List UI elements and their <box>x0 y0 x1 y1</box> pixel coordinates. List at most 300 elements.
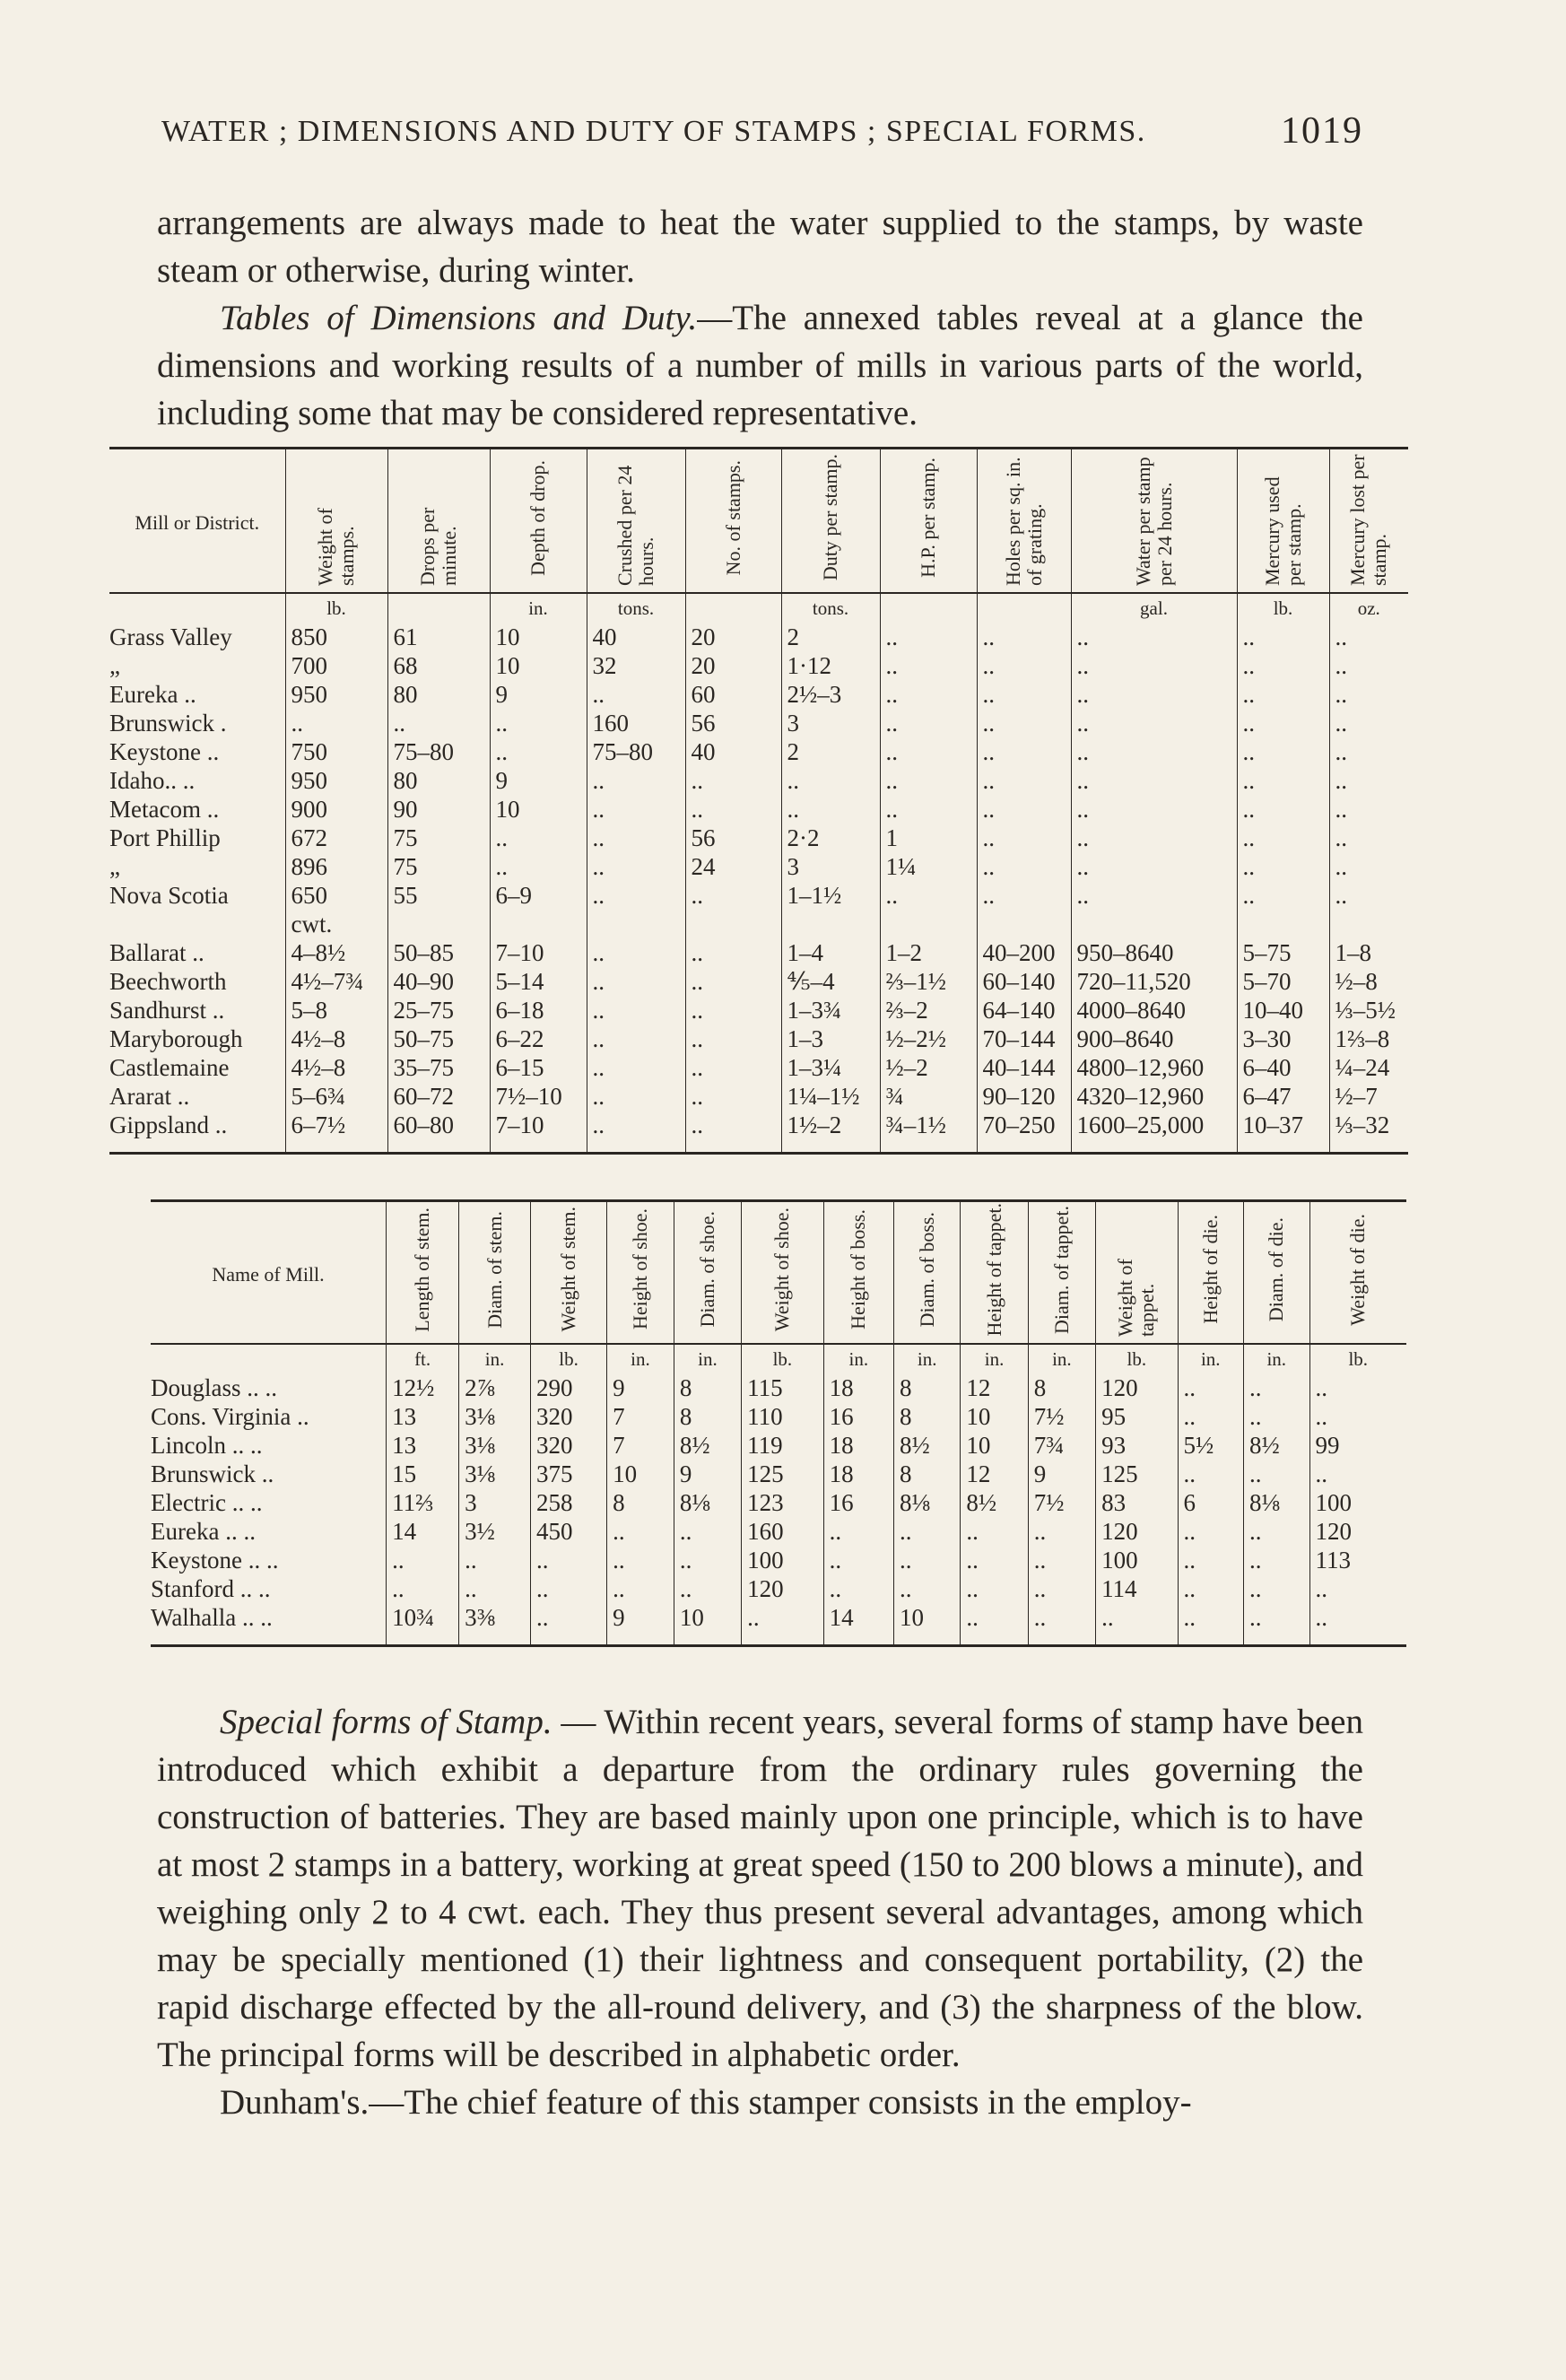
value-cell <box>1071 910 1237 938</box>
value-cell: .. <box>587 967 685 996</box>
value-cell: 3½ <box>459 1517 531 1546</box>
value-cell: 7½ <box>1028 1488 1095 1517</box>
unit-cell: in. <box>674 1344 741 1373</box>
value-cell: 1¼ <box>880 852 977 881</box>
value-cell: 2½–3 <box>781 680 880 709</box>
column-header <box>1096 1201 1178 1345</box>
column-header <box>1244 1201 1310 1345</box>
value-cell: 10 <box>674 1603 741 1646</box>
value-cell: .. <box>894 1517 961 1546</box>
value-cell: 20 <box>685 623 781 651</box>
value-cell: .. <box>387 1546 459 1574</box>
unit-cell: in. <box>1028 1344 1095 1373</box>
value-cell: 8 <box>607 1488 674 1517</box>
value-cell <box>781 910 880 938</box>
units-row <box>151 1344 1406 1373</box>
value-cell: 119 <box>742 1431 823 1460</box>
value-cell: 8 <box>1028 1373 1095 1402</box>
unit-cell: in. <box>894 1344 961 1373</box>
table-row <box>151 1431 1406 1460</box>
value-cell: 3 <box>781 852 880 881</box>
value-cell: 75 <box>387 824 490 852</box>
column-header-label: Drops per minute. <box>416 507 460 586</box>
table-row <box>109 623 1408 651</box>
value-cell: 90–120 <box>977 1082 1071 1111</box>
value-cell: 4–8½ <box>285 938 387 967</box>
unit-cell: in. <box>1244 1344 1310 1373</box>
value-cell: 10¾ <box>387 1603 459 1646</box>
mill-name-cell: Idaho.. .. <box>109 767 196 794</box>
value-cell: .. <box>880 881 977 910</box>
column-header-label: Diam. of shoe. <box>695 1211 718 1328</box>
value-cell: .. <box>880 766 977 795</box>
mill-name-cell: „ <box>109 853 120 880</box>
value-cell: .. <box>387 709 490 737</box>
value-cell: 7 <box>607 1431 674 1460</box>
value-cell: 7½ <box>1028 1402 1095 1431</box>
value-cell: .. <box>1178 1373 1244 1402</box>
column-header <box>961 1201 1028 1345</box>
mill-name-cell: Port Phillip <box>109 824 221 851</box>
value-cell: 8½ <box>961 1488 1028 1517</box>
dunham-paragraph: Dunham's.—The chief feature of this stamper consists in the employ- <box>220 2083 1192 2122</box>
value-cell: 160 <box>587 709 685 737</box>
value-cell: 4½–7¾ <box>285 967 387 996</box>
value-cell <box>880 910 977 938</box>
value-cell: 1–2 <box>880 938 977 967</box>
value-cell: .. <box>977 709 1071 737</box>
value-cell: .. <box>1244 1402 1310 1431</box>
value-cell: 15 <box>387 1460 459 1488</box>
column-header-label: No. of stamps. <box>721 459 744 576</box>
value-cell: .. <box>880 709 977 737</box>
column-header-label: Weight of stem. <box>557 1207 580 1332</box>
table-row <box>151 1488 1406 1517</box>
value-cell: .. <box>1329 680 1408 709</box>
column-header-label: Height of boss. <box>847 1209 870 1329</box>
value-cell: .. <box>880 795 977 824</box>
column-header-label: Water per stamp per 24 hours. <box>1131 457 1176 586</box>
value-cell: .. <box>1071 795 1237 824</box>
value-cell: 1½–2 <box>781 1111 880 1154</box>
table-row <box>151 1373 1406 1402</box>
value-cell: 60–140 <box>977 967 1071 996</box>
value-cell: 950 <box>285 680 387 709</box>
value-cell: 16 <box>823 1402 893 1431</box>
value-cell: 1–1½ <box>781 881 880 910</box>
value-cell: 120 <box>742 1574 823 1603</box>
value-cell: .. <box>961 1517 1028 1546</box>
value-cell: .. <box>285 709 387 737</box>
value-cell: 700 <box>285 651 387 680</box>
value-cell: .. <box>1309 1603 1406 1646</box>
value-cell: 7½–10 <box>490 1082 587 1111</box>
table-row <box>151 1603 1406 1646</box>
table-row <box>109 1082 1408 1111</box>
value-cell: 7 <box>607 1402 674 1431</box>
column-header-label: Crushed per 24 hours. <box>613 465 657 586</box>
value-cell: 1600–25,000 <box>1071 1111 1237 1154</box>
value-cell: 10 <box>490 651 587 680</box>
value-cell: .. <box>1329 852 1408 881</box>
value-cell: 120 <box>1096 1517 1178 1546</box>
value-cell: 8½ <box>1244 1431 1310 1460</box>
value-cell: 10–40 <box>1237 996 1329 1024</box>
value-cell: 125 <box>1096 1460 1178 1488</box>
column-header <box>1309 1201 1406 1345</box>
value-cell: .. <box>685 1082 781 1111</box>
value-cell: .. <box>587 938 685 967</box>
value-cell: .. <box>674 1574 741 1603</box>
mill-name-cell: Stanford .. .. <box>151 1575 271 1602</box>
value-cell: 3⅛ <box>459 1431 531 1460</box>
value-cell: 12 <box>961 1373 1028 1402</box>
mill-name-cell: Metacom .. <box>109 796 220 823</box>
column-header-label: Depth of drop. <box>526 459 549 576</box>
value-cell: .. <box>1244 1517 1310 1546</box>
value-cell: 1–3 <box>781 1024 880 1053</box>
value-cell: 950 <box>285 766 387 795</box>
page-number: 1019 <box>1281 110 1363 152</box>
column-header <box>674 1201 741 1345</box>
value-cell: .. <box>1244 1373 1310 1402</box>
unit-cell: in. <box>607 1344 674 1373</box>
value-cell: 110 <box>742 1402 823 1431</box>
column-header-label: Weight of tappet. <box>1114 1259 1159 1337</box>
column-header-label: Duty per stamp. <box>819 454 841 581</box>
mill-name-cell: Lincoln .. .. <box>151 1432 263 1459</box>
value-cell: 50–85 <box>387 938 490 967</box>
value-cell: .. <box>587 766 685 795</box>
value-cell: 35–75 <box>387 1053 490 1082</box>
value-cell: 10 <box>490 623 587 651</box>
value-cell: .. <box>1178 1574 1244 1603</box>
value-cell: .. <box>823 1574 893 1603</box>
value-cell: 3⅛ <box>459 1402 531 1431</box>
column-header-label: Name of Mill. <box>212 1262 325 1286</box>
value-cell: 11⅔ <box>387 1488 459 1517</box>
value-cell: .. <box>1309 1402 1406 1431</box>
mill-name-cell: „ <box>109 652 120 679</box>
mill-name-cell: Electric .. .. <box>151 1489 263 1516</box>
column-header-label: Height of shoe. <box>628 1208 651 1330</box>
unit-cell <box>880 593 977 623</box>
mill-name-cell: Ararat .. <box>109 1083 190 1110</box>
value-cell: 8⅛ <box>1244 1488 1310 1517</box>
value-cell: .. <box>685 938 781 967</box>
value-cell: .. <box>490 824 587 852</box>
value-cell: 3 <box>459 1488 531 1517</box>
value-cell: 8 <box>894 1402 961 1431</box>
value-cell: .. <box>587 680 685 709</box>
value-cell <box>1329 910 1408 938</box>
value-cell: .. <box>1237 737 1329 766</box>
value-cell: .. <box>1071 881 1237 910</box>
value-cell: 896 <box>285 852 387 881</box>
value-cell: 100 <box>1096 1546 1178 1574</box>
value-cell: .. <box>1237 709 1329 737</box>
value-cell: 10 <box>607 1460 674 1488</box>
value-cell: 6–40 <box>1237 1053 1329 1082</box>
value-cell: ¼–24 <box>1329 1053 1408 1082</box>
value-cell: 9 <box>1028 1460 1095 1488</box>
value-cell: 5½ <box>1178 1431 1244 1460</box>
value-cell: .. <box>459 1574 531 1603</box>
unit-cell: in. <box>961 1344 1028 1373</box>
value-cell: 3⅜ <box>459 1603 531 1646</box>
value-cell: 83 <box>1096 1488 1178 1517</box>
value-cell: .. <box>1071 651 1237 680</box>
value-cell: .. <box>977 680 1071 709</box>
value-cell: .. <box>531 1546 607 1574</box>
header-row <box>109 449 1408 594</box>
value-cell: 99 <box>1309 1431 1406 1460</box>
value-cell: 6–15 <box>490 1053 587 1082</box>
value-cell: .. <box>490 737 587 766</box>
value-cell: .. <box>685 795 781 824</box>
mill-name-cell: Nova Scotia <box>109 882 229 909</box>
value-cell: .. <box>977 795 1071 824</box>
value-cell: ¾–1½ <box>880 1111 977 1154</box>
table-row <box>109 737 1408 766</box>
value-cell: .. <box>685 1024 781 1053</box>
value-cell: .. <box>587 881 685 910</box>
value-cell <box>490 910 587 938</box>
value-cell: 14 <box>387 1517 459 1546</box>
value-cell: .. <box>1071 852 1237 881</box>
value-cell: 900–8640 <box>1071 1024 1237 1053</box>
value-cell: cwt. <box>285 910 387 938</box>
mill-name-cell: Maryborough <box>109 1025 243 1052</box>
value-cell: .. <box>977 737 1071 766</box>
column-header <box>880 449 977 594</box>
mill-name-cell: Douglass .. .. <box>151 1374 277 1401</box>
mill-name-cell: Cons. Virginia .. <box>151 1403 309 1430</box>
unit-cell: in. <box>1178 1344 1244 1373</box>
value-cell: .. <box>894 1546 961 1574</box>
table-row <box>151 1402 1406 1431</box>
value-cell: ½–8 <box>1329 967 1408 996</box>
value-cell: ½–2 <box>880 1053 977 1082</box>
unit-cell <box>151 1344 387 1373</box>
table-row <box>109 651 1408 680</box>
value-cell: .. <box>607 1574 674 1603</box>
value-cell: 100 <box>742 1546 823 1574</box>
table-row <box>109 967 1408 996</box>
value-cell: 13 <box>387 1402 459 1431</box>
value-cell: 114 <box>1096 1574 1178 1603</box>
mill-name-cell: Brunswick . <box>109 710 227 737</box>
value-cell: 32 <box>587 651 685 680</box>
value-cell: .. <box>1237 852 1329 881</box>
dimensions-duty-table-1 <box>109 447 1408 1155</box>
units-row <box>109 593 1408 623</box>
value-cell: .. <box>674 1517 741 1546</box>
column-header <box>459 1201 531 1345</box>
value-cell: .. <box>781 766 880 795</box>
value-cell: 5–75 <box>1237 938 1329 967</box>
value-cell: 320 <box>531 1431 607 1460</box>
value-cell: .. <box>1237 881 1329 910</box>
column-header <box>894 1201 961 1345</box>
column-header-label: Length of stem. <box>411 1207 434 1332</box>
unit-cell <box>977 593 1071 623</box>
value-cell: .. <box>977 651 1071 680</box>
value-cell: 2⅞ <box>459 1373 531 1402</box>
value-cell: 5–8 <box>285 996 387 1024</box>
column-header-label: Mercury used per stamp. <box>1260 476 1305 586</box>
value-cell: 55 <box>387 881 490 910</box>
value-cell: .. <box>1071 709 1237 737</box>
value-cell: .. <box>587 1024 685 1053</box>
unit-cell: gal. <box>1071 593 1237 623</box>
value-cell: 672 <box>285 824 387 852</box>
value-cell: 8 <box>894 1373 961 1402</box>
value-cell: 10–37 <box>1237 1111 1329 1154</box>
value-cell: 9 <box>607 1373 674 1402</box>
table-row <box>109 1024 1408 1053</box>
value-cell: .. <box>1096 1603 1178 1646</box>
value-cell: .. <box>607 1546 674 1574</box>
value-cell: 3⅛ <box>459 1460 531 1488</box>
unit-cell <box>685 593 781 623</box>
special-forms-paragraph <box>157 1698 1363 2079</box>
value-cell: .. <box>587 1082 685 1111</box>
value-cell: .. <box>823 1546 893 1574</box>
value-cell: 900 <box>285 795 387 824</box>
value-cell: ⅔–1½ <box>880 967 977 996</box>
value-cell: .. <box>587 1111 685 1154</box>
special-forms-heading: Special forms of Stamp. <box>220 1703 552 1741</box>
column-header <box>1028 1201 1095 1345</box>
value-cell: 120 <box>1096 1373 1178 1402</box>
value-cell: .. <box>587 996 685 1024</box>
value-cell: .. <box>961 1603 1028 1646</box>
mill-name-cell: Eureka .. .. <box>151 1518 256 1545</box>
intro-paragraph-2 <box>157 294 1363 437</box>
value-cell: .. <box>880 651 977 680</box>
value-cell: 50–75 <box>387 1024 490 1053</box>
value-cell: 40 <box>587 623 685 651</box>
value-cell: 115 <box>742 1373 823 1402</box>
value-cell: .. <box>1244 1603 1310 1646</box>
value-cell: .. <box>685 967 781 996</box>
value-cell: 70–144 <box>977 1024 1071 1053</box>
intro-paragraph-1: arrangements are always made to heat the water supplied to the stamps, by waste steam or otherwise, during winter. <box>157 204 1363 290</box>
mill-name-cell: Sandhurst .. <box>109 997 225 1024</box>
table-row <box>109 996 1408 1024</box>
value-cell: .. <box>1309 1574 1406 1603</box>
value-cell: 1⅔–8 <box>1329 1024 1408 1053</box>
value-cell: 6 <box>1178 1488 1244 1517</box>
value-cell: .. <box>1071 623 1237 651</box>
table-row <box>109 881 1408 910</box>
value-cell: .. <box>1244 1574 1310 1603</box>
column-header-label: Diam. of stem. <box>483 1210 506 1329</box>
column-header-label: Height of tappet. <box>982 1202 1005 1337</box>
value-cell: 75 <box>387 852 490 881</box>
value-cell: .. <box>742 1603 823 1646</box>
value-cell: 375 <box>531 1460 607 1488</box>
value-cell: .. <box>1071 680 1237 709</box>
column-header-label: Diam. of boss. <box>915 1211 938 1328</box>
value-cell: 4320–12,960 <box>1071 1082 1237 1111</box>
table-row <box>109 795 1408 824</box>
value-cell: 1–8 <box>1329 938 1408 967</box>
value-cell: .. <box>1028 1517 1095 1546</box>
value-cell: .. <box>961 1574 1028 1603</box>
value-cell: 95 <box>1096 1402 1178 1431</box>
column-header <box>781 449 880 594</box>
value-cell: 8½ <box>894 1431 961 1460</box>
tables-heading: Tables of Dimensions and Duty. <box>220 299 698 337</box>
value-cell: .. <box>1237 766 1329 795</box>
column-header <box>977 449 1071 594</box>
value-cell: 75–80 <box>587 737 685 766</box>
value-cell: 6–47 <box>1237 1082 1329 1111</box>
value-cell: 75–80 <box>387 737 490 766</box>
value-cell: .. <box>1178 1546 1244 1574</box>
table-row <box>151 1517 1406 1546</box>
value-cell: 6–7½ <box>285 1111 387 1154</box>
value-cell: ⅘–4 <box>781 967 880 996</box>
unit-cell: tons. <box>587 593 685 623</box>
value-cell: 5–70 <box>1237 967 1329 996</box>
value-cell: .. <box>607 1517 674 1546</box>
value-cell: 14 <box>823 1603 893 1646</box>
unit-cell: in. <box>490 593 587 623</box>
value-cell: 1–3¼ <box>781 1053 880 1082</box>
value-cell: 720–11,520 <box>1071 967 1237 996</box>
value-cell: .. <box>1329 709 1408 737</box>
value-cell: 8⅛ <box>674 1488 741 1517</box>
column-header <box>387 449 490 594</box>
table-row <box>109 709 1408 737</box>
value-cell: 60–80 <box>387 1111 490 1154</box>
value-cell: 56 <box>685 709 781 737</box>
value-cell: .. <box>1309 1373 1406 1402</box>
value-cell: 40–90 <box>387 967 490 996</box>
value-cell: 10 <box>961 1402 1028 1431</box>
value-cell: 3–30 <box>1237 1024 1329 1053</box>
mill-name-cell: Grass Valley <box>109 623 232 650</box>
header-row <box>151 1201 1406 1345</box>
value-cell: .. <box>1329 766 1408 795</box>
mill-name-cell: Ballarat .. <box>109 939 204 966</box>
value-cell: .. <box>823 1517 893 1546</box>
value-cell: 18 <box>823 1373 893 1402</box>
value-cell: 9 <box>607 1603 674 1646</box>
column-header-label: Mercury lost per stamp. <box>1346 454 1391 586</box>
value-cell: .. <box>977 881 1071 910</box>
value-cell <box>1237 910 1329 938</box>
value-cell: .. <box>1028 1546 1095 1574</box>
column-header <box>742 1201 823 1345</box>
value-cell: ⅓–32 <box>1329 1111 1408 1154</box>
column-header-label: Holes per sq. in. of grating. <box>1001 457 1046 586</box>
value-cell: .. <box>977 766 1071 795</box>
column-header <box>823 1201 893 1345</box>
table-row <box>109 1053 1408 1082</box>
value-cell: 2·2 <box>781 824 880 852</box>
table-row <box>151 1574 1406 1603</box>
value-cell: 80 <box>387 766 490 795</box>
unit-cell: lb. <box>531 1344 607 1373</box>
value-cell: 18 <box>823 1431 893 1460</box>
value-cell: .. <box>685 1111 781 1154</box>
column-header <box>109 449 285 594</box>
column-header-label: Diam. of die. <box>1265 1216 1288 1322</box>
